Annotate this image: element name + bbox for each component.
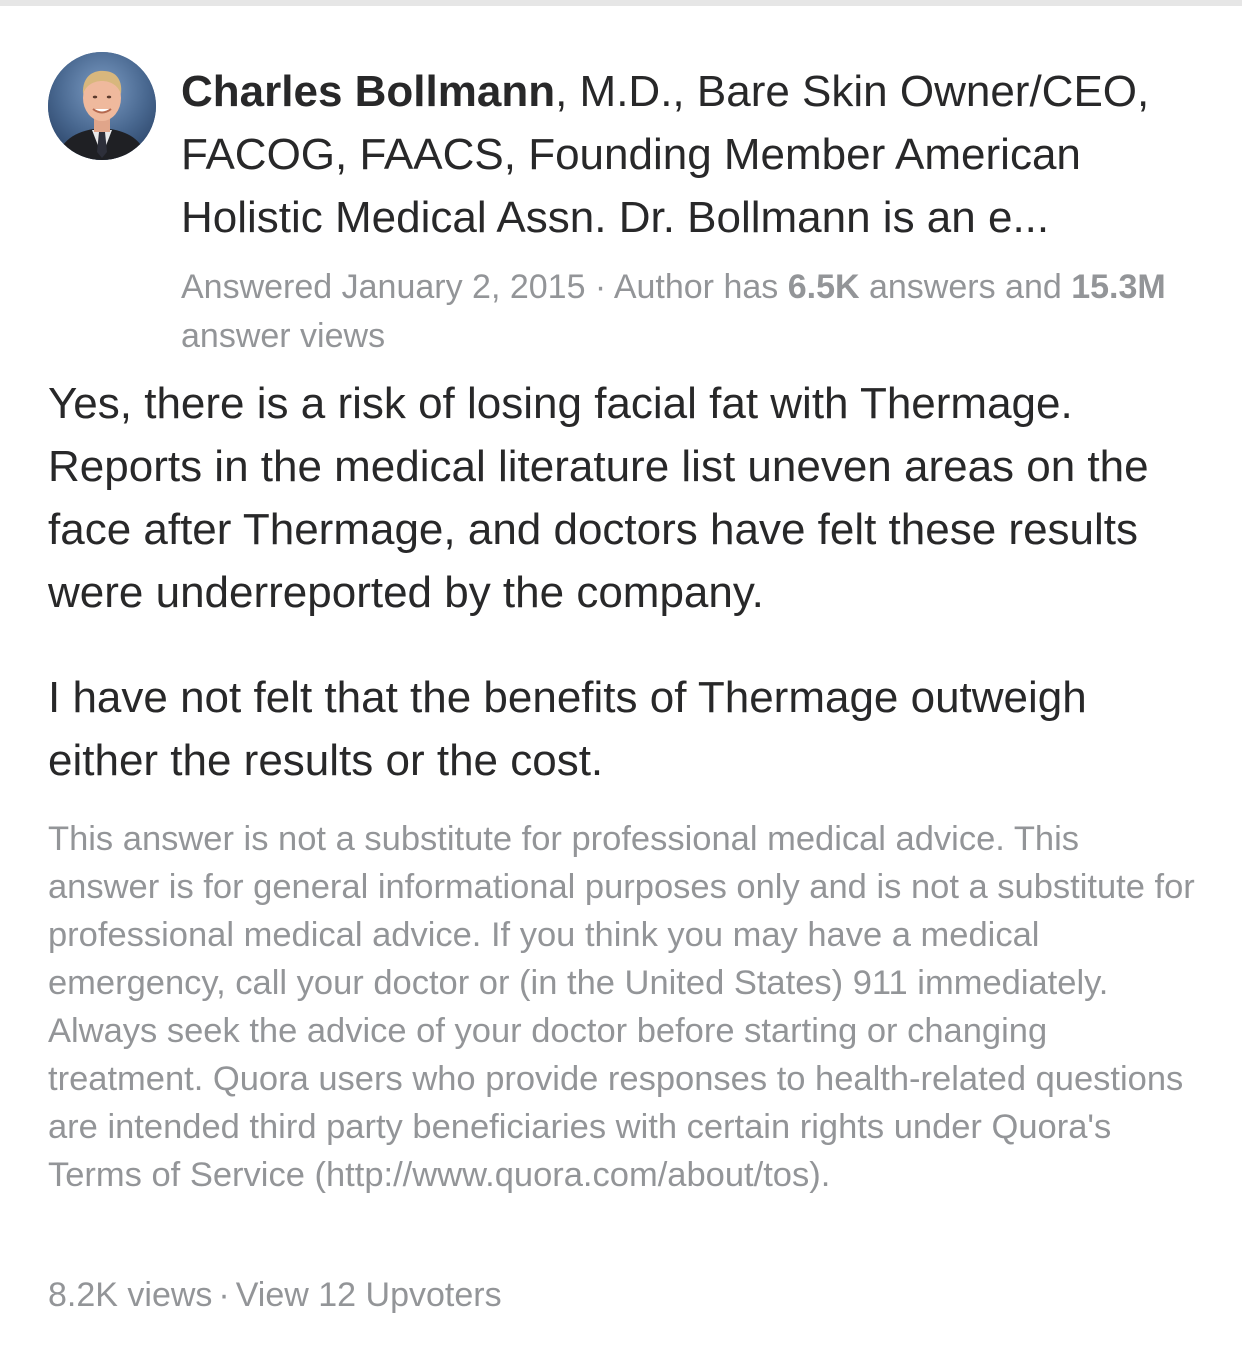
views-count: 15.3M (1071, 268, 1166, 306)
medical-disclaimer: This answer is not a substitute for professional medical advice. This answer is for general informational purposes only and is not a substitute for professional medical advice. If you think you may have a medical emergency, call your doctor or (in the United States) 911 immediately. Always seek the advice of your doctor before starting or changing treatment. Quora users who provide responses to health-related questions are intended third party beneficiaries with certain rights under Quora's Terms of Service (http://www.quora.com/about/tos). (48, 820, 1195, 1194)
author-credentials-text[interactable]: , M.D., Bare Skin Owner/CEO, FACOG, FAACS, Founding Member American Holistic Medical Assn. Dr. Bollmann is an e... (181, 67, 1150, 242)
author-name-link[interactable]: Charles Bollmann (181, 67, 556, 116)
answer-body (48, 372, 1198, 792)
author-avatar[interactable] (48, 52, 156, 160)
view-upvoters-link[interactable]: View 12 Upvoters (235, 1276, 502, 1314)
views-count-link[interactable]: 8.2K views (48, 1276, 213, 1314)
author-has-label: Author has (613, 268, 788, 306)
answer-meta (181, 263, 1191, 361)
answer-views-label: answer views (181, 317, 386, 355)
answered-date[interactable]: Answered January 2, 2015 (181, 268, 586, 306)
meta-separator: · (585, 268, 614, 306)
answer-paragraph: Yes, there is a risk of losing facial fat with Thermage. Reports in the medical literature list uneven areas on the face after Thermage, and doctors have felt these results were underreported by the company. (48, 379, 1149, 617)
author-info (181, 60, 1191, 361)
answer-footer (48, 1271, 502, 1319)
answers-count: 6.5K (787, 268, 860, 306)
answers-and-label: answers and (859, 268, 1072, 306)
author-photo-icon (48, 52, 156, 160)
author-credentials (181, 60, 1191, 249)
top-divider (0, 0, 1242, 6)
answer-paragraph: I have not felt that the benefits of Thermage outweigh either the results or the cost. (48, 673, 1087, 785)
footer-separator: · (218, 1276, 230, 1314)
